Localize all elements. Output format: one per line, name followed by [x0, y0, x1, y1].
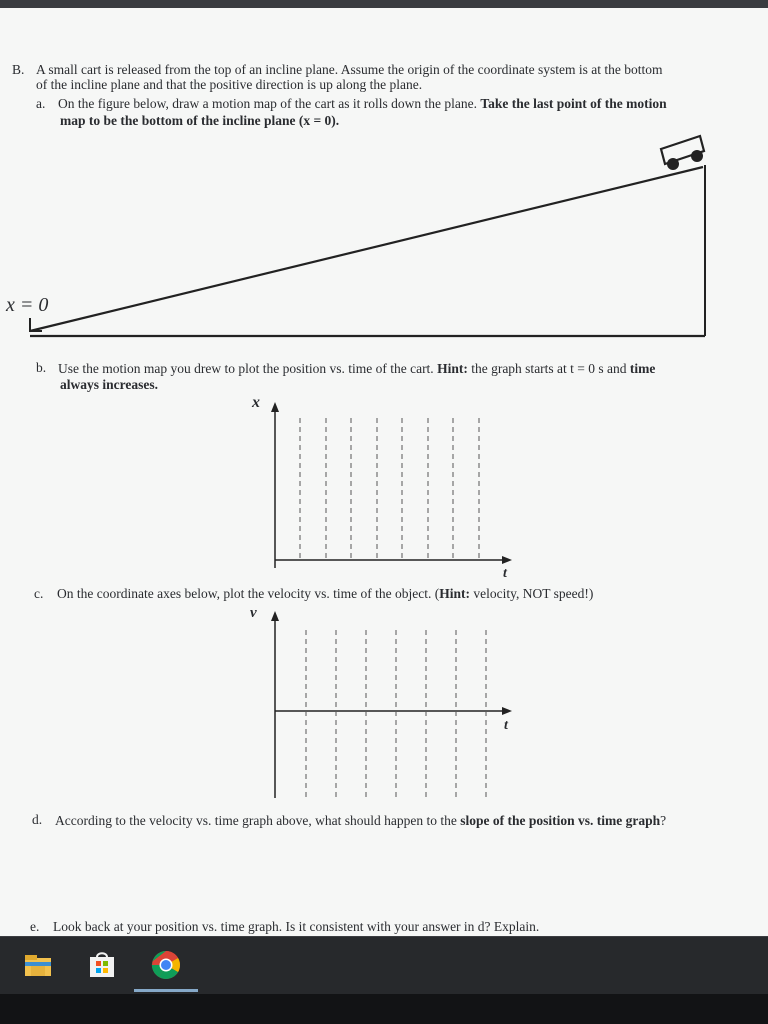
part-e-marker: e. [30, 919, 40, 934]
part-c-marker: c. [34, 586, 44, 601]
part-b-sub-line1 [58, 361, 655, 376]
worksheet-page [0, 8, 768, 936]
velocity-y-label: v [250, 605, 257, 621]
part-c-text [57, 586, 593, 601]
part-a-text-line2: map to be the bottom of the incline plane (x = 0). [60, 113, 340, 128]
position-x-label: t [503, 566, 507, 581]
part-b-sub-marker: b. [36, 360, 47, 375]
monitor-bezel-bottom [0, 994, 768, 1024]
incline-figure [0, 8, 768, 936]
part-b-text-line2: of the incline plane and that the positive direction is up along the plane. [36, 77, 423, 92]
part-b-sub-line2: always increases. [60, 377, 158, 392]
position-y-arrow [271, 402, 279, 412]
monitor-bezel-top [0, 0, 768, 8]
part-d-text-bold: slope of the position vs. time graph [460, 813, 661, 828]
position-y-label: x [252, 394, 260, 411]
file-explorer-icon[interactable] [22, 949, 54, 981]
part-e-text: Look back at your position vs. time graph. Is it consistent with your answer in d? Explain. [53, 919, 540, 934]
velocity-gridlines [306, 630, 486, 800]
position-gridlines [300, 418, 479, 560]
chrome-icon[interactable] [150, 949, 182, 981]
part-a-text-plain: On the figure below, draw a motion map of the cart as it rolls down the plane. [58, 96, 481, 111]
part-a-marker: a. [36, 96, 46, 111]
velocity-y-arrow [271, 611, 279, 621]
cart-icon [661, 136, 704, 170]
incline-origin-label: x = 0 [6, 294, 49, 316]
part-b-marker: B. [12, 62, 25, 77]
part-b-sub-text: Use the motion map you drew to plot the position vs. time of the cart. [58, 361, 438, 376]
part-d-marker: d. [32, 812, 43, 827]
velocity-x-arrow [502, 707, 512, 715]
incline-slope [30, 167, 703, 331]
part-d-text [55, 813, 666, 828]
position-x-arrow [502, 556, 512, 564]
part-a-text-bold: Take the last point of the motion [480, 96, 667, 111]
part-c-hint-text: velocity, NOT speed!) [470, 586, 594, 601]
position-graph [271, 402, 512, 568]
part-c-text-plain: On the coordinate axes below, plot the velocity vs. time of the object. ( [57, 586, 440, 601]
part-d-text-end: ? [660, 813, 667, 828]
part-d-text-plain: According to the velocity vs. time graph above, what should happen to the [55, 813, 461, 828]
part-b-sub-hint-text: the graph starts at t = 0 s and [467, 361, 630, 376]
part-b-sub-hint-end: time [629, 361, 656, 376]
taskbar-active-indicator [134, 989, 198, 992]
velocity-x-label: t [504, 718, 508, 733]
part-c-hint-label: Hint: [439, 586, 471, 601]
taskbar [0, 936, 768, 995]
part-b-text-line1: A small cart is released from the top of an incline plane. Assume the origin of the coordinate system is at the bottom [36, 62, 663, 77]
part-b-sub-hint-label: Hint: [437, 361, 468, 376]
velocity-graph [271, 611, 512, 800]
microsoft-store-icon[interactable] [86, 949, 118, 981]
